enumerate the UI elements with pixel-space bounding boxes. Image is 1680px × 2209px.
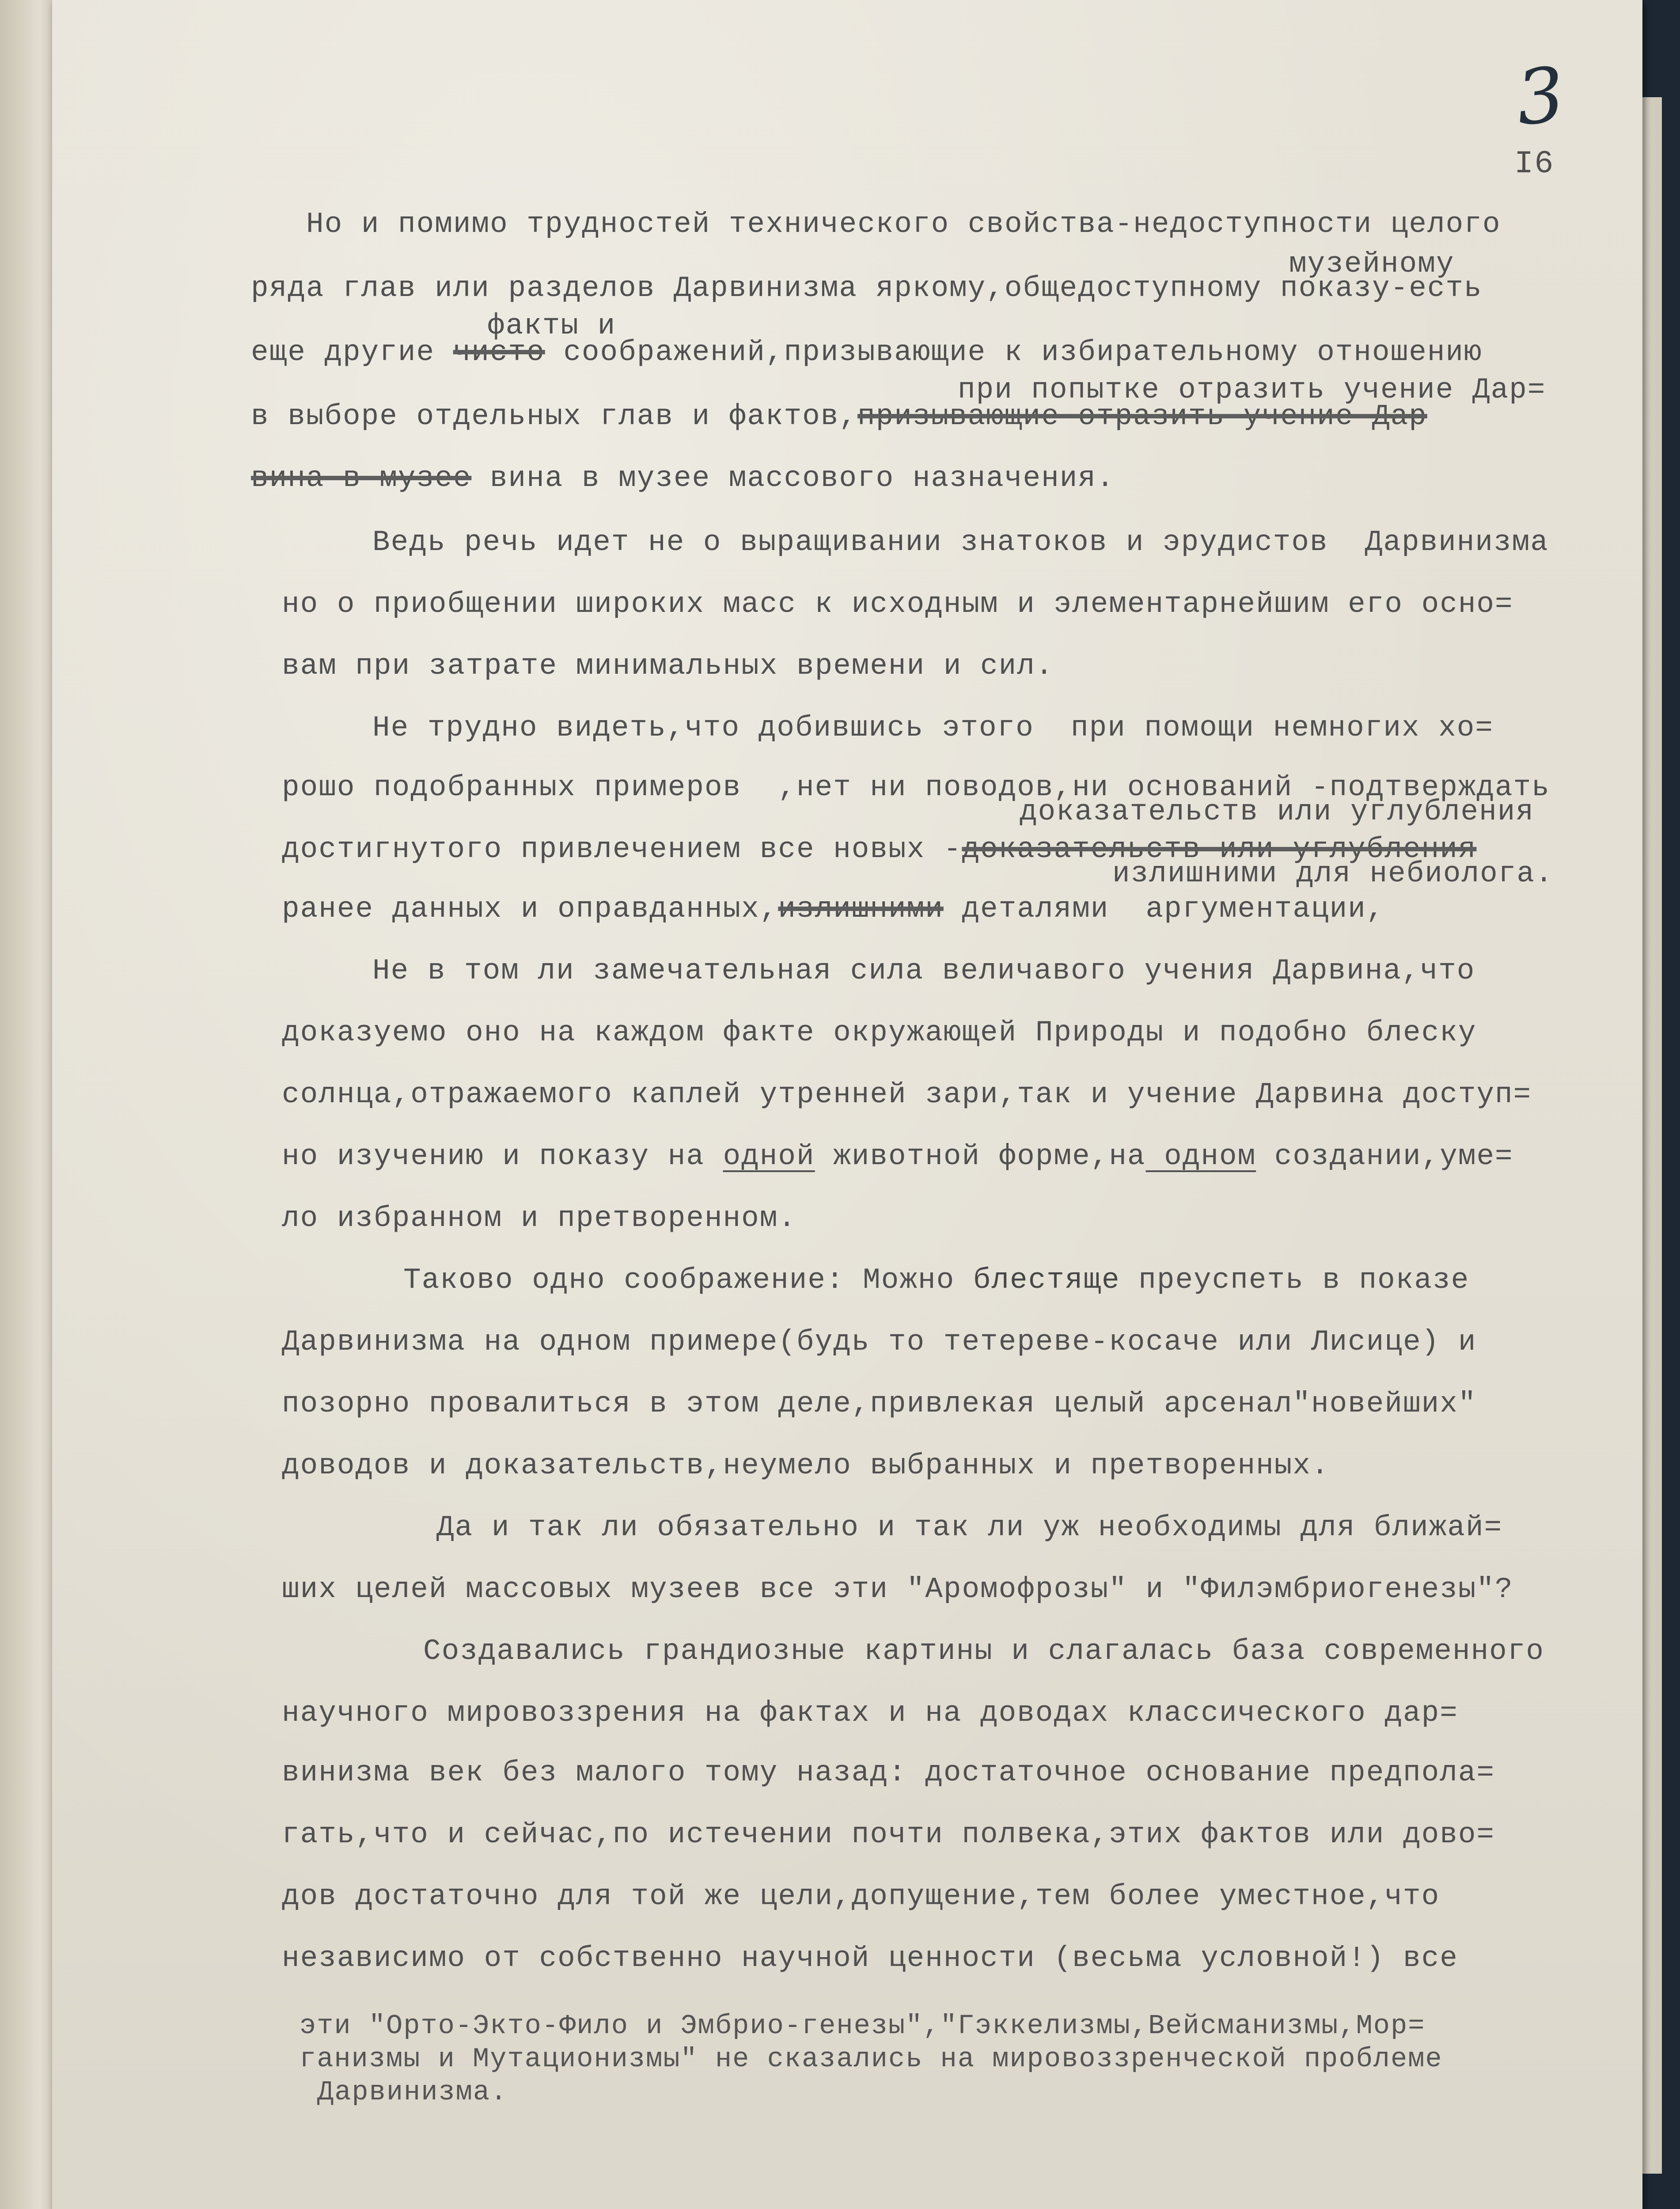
text-segment: еще другие bbox=[251, 336, 453, 369]
text-segment: деталями аргументации, bbox=[943, 892, 1385, 926]
text-line: но о приобщении широких масс к исходным и элементарнейшим его осно= bbox=[282, 588, 1513, 621]
handwritten-insertion: при попытке отразить учение Дар= bbox=[958, 373, 1546, 406]
text-segment: соображений,призывающие к избирательному отношению bbox=[545, 336, 1483, 369]
text-line: ряда глав или разделов Дарвинизма яркому,общедоступному показу-есть bbox=[251, 272, 1483, 305]
footnote-line: эти "Орто-Экто-Фило и Эмбрио-генезы","Гэккелизмы,Вейсманизмы,Мор= bbox=[300, 2010, 1426, 2042]
text-line bbox=[403, 1264, 1469, 1297]
handwritten-folio-number: 3 bbox=[1512, 50, 1569, 143]
text-line: Но и помимо трудностей технического свойства-недоступности целого bbox=[306, 208, 1501, 241]
text-line bbox=[251, 336, 1483, 369]
struck-text: излишними bbox=[778, 892, 944, 926]
page-number: I6 bbox=[1514, 146, 1555, 182]
text-line: доводов и доказательств,неумело выбранных и претворенных. bbox=[282, 1449, 1330, 1482]
underlined-text: одном bbox=[1145, 1140, 1256, 1173]
text-line bbox=[251, 462, 1115, 495]
text-line: дов достаточно для той же цели,допущение,тем более уместное,что bbox=[282, 1880, 1440, 1913]
text-line: рошо подобранных примеров ,нет ни поводов,ни оснований -подтверждать bbox=[282, 771, 1550, 804]
struck-text: чисто bbox=[453, 336, 545, 369]
text-line: Ведь речь идет не о выращивании знатоков и эрудистов Дарвинизма bbox=[372, 526, 1549, 559]
text-line: научного мировоззрения на фактах и на доводах классического дар= bbox=[282, 1697, 1458, 1730]
text-line: вам при затрате минимальных времени и сил. bbox=[282, 649, 1054, 683]
struck-text: доказательств или углубления bbox=[962, 833, 1477, 866]
text-line: солнца,отражаемого каплей утренней зари,так и учение Дарвина доступ= bbox=[282, 1078, 1532, 1111]
text-line: Дарвинизма на одном примере(будь то тетереве-косаче или Лисице) и bbox=[282, 1325, 1477, 1359]
text-line: винизма век без малого тому назад: достаточное основание предпола= bbox=[282, 1756, 1495, 1789]
typewritten-page bbox=[52, 0, 1642, 2209]
text-line: ло избранном и претворенном. bbox=[282, 1202, 796, 1235]
text-segment: достигнутого привлечением все новых - bbox=[282, 833, 962, 866]
handwritten-insertion: доказательств или углубления bbox=[1020, 795, 1534, 828]
text-line: Не в том ли замечательная сила величавого учения Дарвина,что bbox=[372, 954, 1475, 987]
text-line: Не трудно видеть,что добившись этого при помощи немногих хо= bbox=[372, 711, 1494, 744]
text-line: Создавались грандиозные картины и слагалась база современного bbox=[423, 1635, 1544, 1668]
text-line bbox=[282, 892, 1384, 926]
struck-text: вина в музее bbox=[251, 462, 472, 495]
text-segment: создании,уме= bbox=[1256, 1140, 1513, 1173]
text-line bbox=[251, 400, 1427, 433]
text-segment: вина в музее массового назначения. bbox=[471, 462, 1115, 495]
text-line: позорно провалиться в этом деле,привлекая целый арсенал"новейших" bbox=[282, 1387, 1477, 1420]
text-line: Да и так ли обязательно и так ли уж необходимы для ближай= bbox=[436, 1511, 1503, 1544]
text-line: доказуемо оно на каждом факте окружающей Природы и подобно блеску bbox=[282, 1016, 1477, 1049]
text-line: гать,что и сейчас,по истечении почти полвека,этих фактов или дово= bbox=[282, 1818, 1495, 1851]
handwritten-insertion: музейному bbox=[1289, 247, 1455, 281]
struck-text: призывающие отразить учение Дар bbox=[857, 400, 1427, 433]
footnote-line: ганизмы и Мутационизмы" не сказались на мировоззренческой проблеме bbox=[300, 2043, 1443, 2075]
text-segment: в выборе отдельных глав и фактов, bbox=[251, 400, 858, 433]
text-segment: ранее данных и оправданных, bbox=[282, 892, 778, 926]
text-line bbox=[282, 1140, 1513, 1173]
overtyped-text: блестяще bbox=[973, 1264, 1120, 1297]
text-line: ших целей массовых музеев все эти "Аромофрозы" и "Филэмбриогенезы"? bbox=[282, 1573, 1513, 1606]
text-segment: но изучению и показу на bbox=[282, 1140, 723, 1173]
handwritten-insertion: излишними для небиолога. bbox=[1112, 857, 1554, 890]
handwritten-insertion: факты и bbox=[487, 309, 616, 342]
text-segment: преуспеть в показе bbox=[1120, 1264, 1470, 1297]
text-line: независимо от собственно научной ценности (весьма условной!) все bbox=[282, 1942, 1458, 1975]
underlined-text: одной bbox=[723, 1140, 815, 1173]
text-segment: животной форме,на bbox=[815, 1140, 1146, 1173]
footnote-line: Дарвинизма. bbox=[317, 2076, 508, 2108]
text-segment: Таково одно соображение: Можно bbox=[403, 1264, 973, 1297]
